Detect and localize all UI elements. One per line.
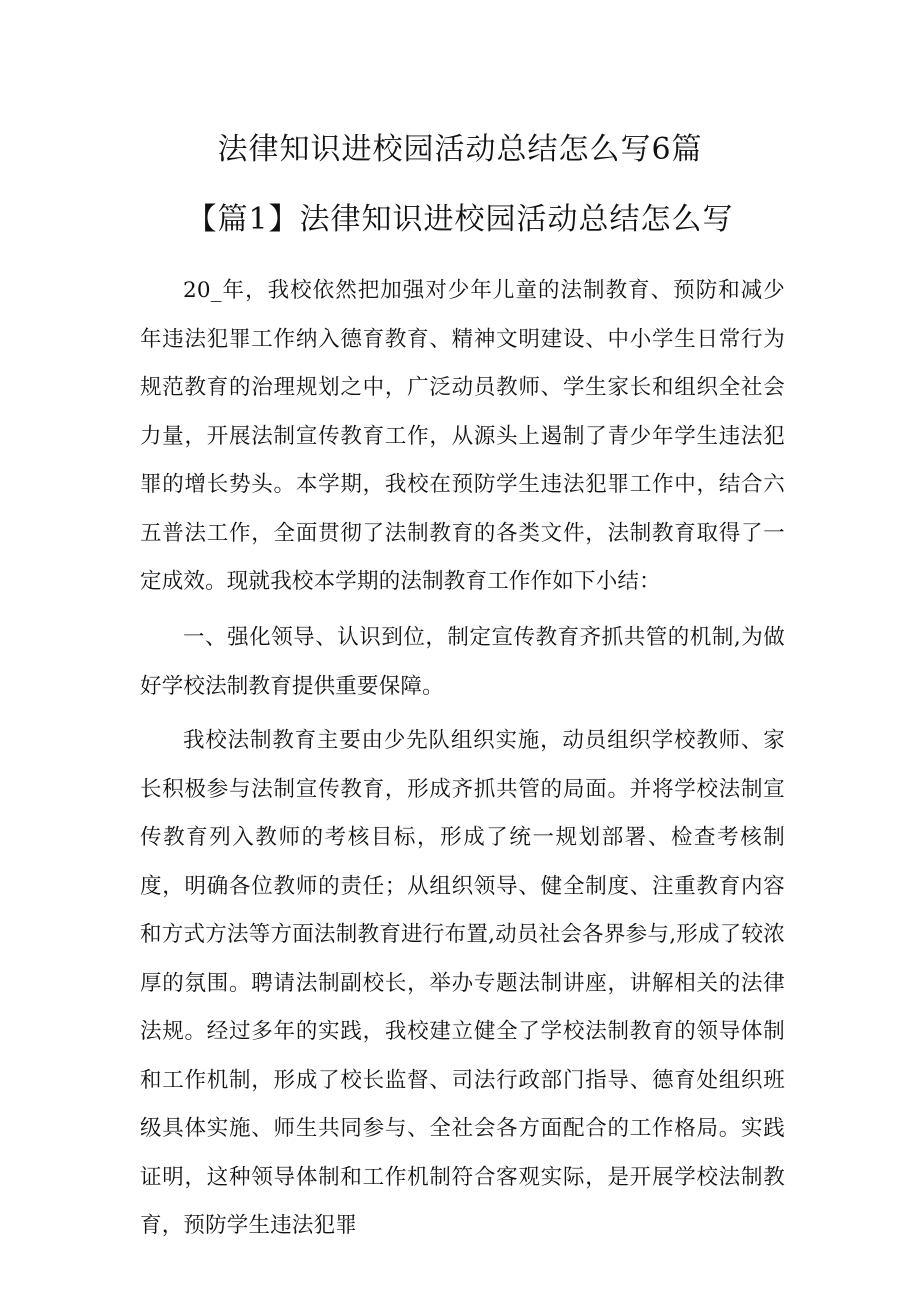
paragraph-body: 我校法制教育主要由少先队组织实施，动员组织学校教师、家长积极参与法制宣传教育，形成齐抓共管的局面。并将学校法制宣传教育列入教师的考核目标，形成了统一规划部署、检查考核制度，明确各位教师的责任；从组织领导、健全制度、注重教育内容和方式方法等方面法制教育进行布置,动员社会各界参与,形成了较浓厚的氛围。聘请法制副校长，举办专题法制讲座，讲解相关的法律法规。经过多年的实践，我校建立健全了学校法制教育的领导体制和工作机制，形成了校长监督、司法行政部门指导、德育处组织班级具体实施、师生共同参与、全社会各方面配合的工作格局。实践证明，这种领导体制和工作机制符合客观实际，是开展学校法制教育，预防学生违法犯罪 bbox=[140, 728, 785, 1238]
paragraph-heading-one: 一、强化领导、认识到位，制定宣传教育齐抓共管的机制,为做好学校法制教育提供重要保障。 bbox=[140, 625, 785, 699]
section-title: 【篇1】法律知识进校园活动总结怎么写 bbox=[186, 202, 734, 237]
paragraph-intro: 20_年，我校依然把加强对少年儿童的法制教育、预防和减少年违法犯罪工作纳入德育教育、精神文明建设、中小学生日常行为规范教育的治理规划之中，广泛动员教师、学生家长和组织全社会力量，开展法制宣传教育工作，从源头上遏制了青少年学生违法犯罪的增长势头。本学期，我校在预防学生违法犯罪工作中，结合六五普法工作，全面贯彻了法制教育的各类文件，法制教育取得了一定成效。现就我校本学期的法制教育工作作如下小结： bbox=[140, 278, 785, 594]
document-title: 法律知识进校园活动总结怎么写6篇 bbox=[217, 132, 703, 167]
